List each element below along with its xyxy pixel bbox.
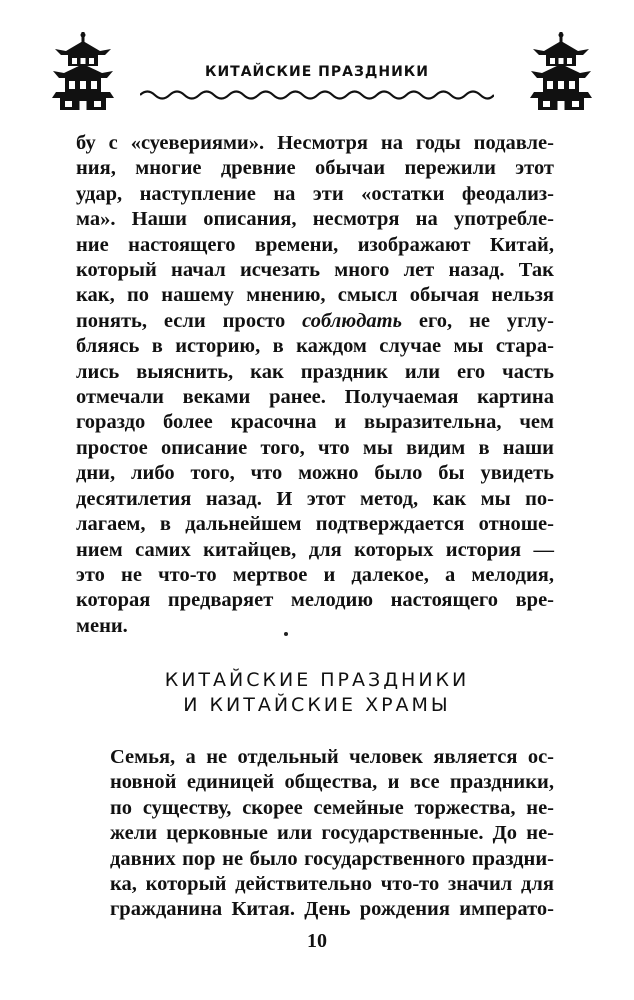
text-line: давних пор не было государственного праздни- xyxy=(110,847,554,870)
text-line: лагаем, в дальнейшем подтверждается отноше- xyxy=(76,513,554,536)
body-paragraph-2 xyxy=(76,745,554,923)
text-line: новной единицей общества, и все праздники, xyxy=(110,771,554,794)
pagoda-icon xyxy=(52,32,114,110)
text-line: десятилетия назад. И этот метод, как мы по- xyxy=(76,487,554,510)
text-line: как, по нашему мнению, смысл обычая нельзя xyxy=(76,284,554,307)
running-title: КИТАЙСКИЕ ПРАЗДНИКИ xyxy=(205,64,429,80)
text-line: ния, многие древние обычаи пережили этот xyxy=(76,157,554,180)
pagoda-icon xyxy=(530,32,592,110)
section-title-line-1: КИТАЙСКИЕ ПРАЗДНИКИ xyxy=(164,669,470,691)
section-title-line-2: И КИТАЙСКИЕ ХРАМЫ xyxy=(183,694,451,716)
page-number: 10 xyxy=(307,930,327,952)
text-line: бляясь в историю, в каждом случае мы стара- xyxy=(76,335,554,358)
text-line: жели церковные или государственные. До не- xyxy=(110,822,554,845)
text-line: нием самих китайцев, для которых история — xyxy=(76,538,554,561)
separator-dot xyxy=(284,632,288,636)
text-line: по существу, скорее семейные торжества, не- xyxy=(110,796,554,819)
running-header xyxy=(0,0,634,120)
wavy-divider xyxy=(140,88,494,102)
text-line: который начал исчезать много лет назад. Так xyxy=(76,259,554,282)
text-line: ние настоящего времени, изображают Китай, xyxy=(76,233,554,256)
text-line: гораздо более красочна и выразительна, чем xyxy=(76,411,554,434)
text-line: дни, либо того, что можно было бы увидеть xyxy=(76,462,554,485)
text-line: удар, наступление на эти «остатки феодализ- xyxy=(76,182,554,205)
text-line: гражданина Китая. День рождения императо- xyxy=(110,898,554,921)
text-line: ма». Наши описания, несмотря на употребле- xyxy=(76,208,554,231)
text-line: Семья, а не отдельный человек является ос- xyxy=(110,746,554,768)
text-line: ка, который действительно что-то значил для xyxy=(110,873,554,896)
text-line: которая предваряет мелодию настоящего вре- xyxy=(76,589,554,612)
body-paragraph-1 xyxy=(76,131,554,639)
text-line: бу с «суевериями». Несмотря на годы подавле- xyxy=(76,132,554,154)
text-line: понять, если просто соблюдать его, не углу- xyxy=(76,309,554,332)
text-line: простое описание того, что мы видим в наши xyxy=(76,436,554,459)
text-line: отмечали веками ранее. Получаемая картина xyxy=(76,386,554,409)
text-line: это не что-то мертвое и далекое, а мелодия, xyxy=(76,563,554,586)
section-title xyxy=(120,668,514,718)
text-line: мени. xyxy=(76,614,128,637)
text-line: лись выяснить, как праздник или его часть xyxy=(76,360,554,383)
